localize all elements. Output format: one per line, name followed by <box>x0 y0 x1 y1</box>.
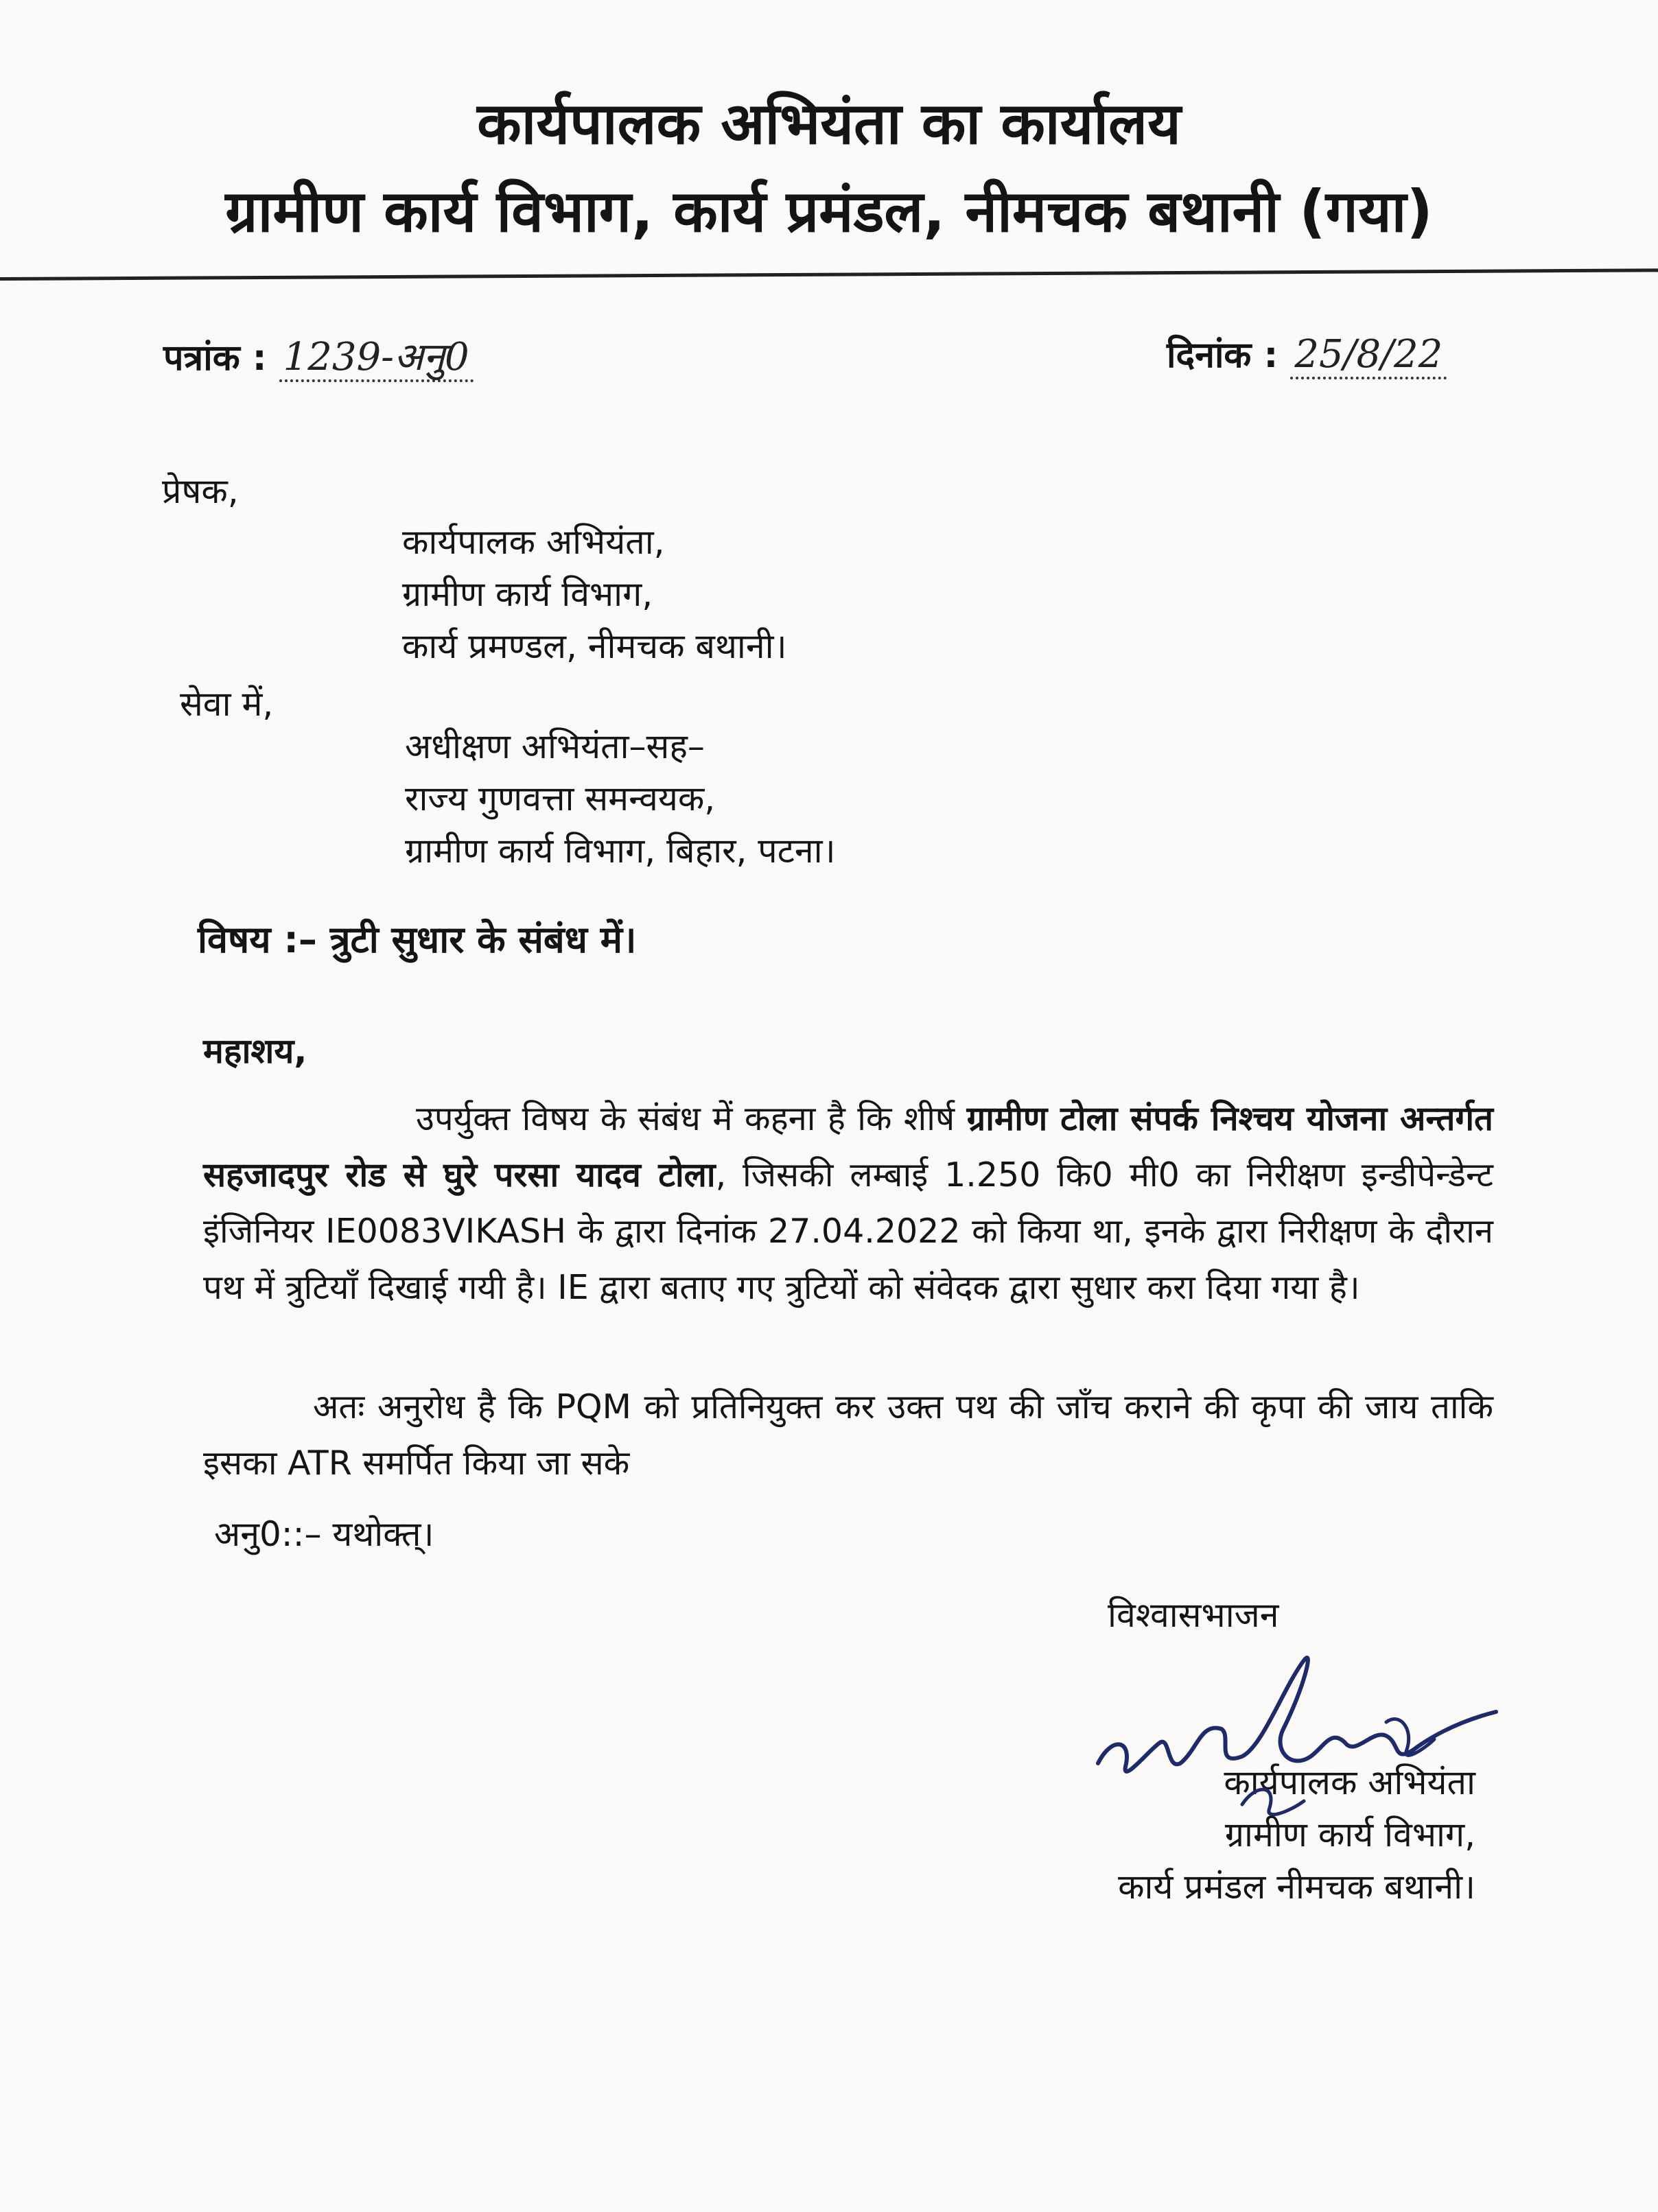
handwritten-signature <box>1084 1647 1523 1866</box>
body-details: , जिसकी लम्बाई 1.250 कि0 मी0 का निरीक्षण इन्डीपेन्डेन्ट इंजिनियर IE0083VIKASH के द्वारा दिनांक 27.04.2022 को किया था, इनके द्वारा निरीक्षण के दौरान पथ में त्रुटियाँ दिखाई गयी है। IE द्वारा बताए गए त्रुटियों को संवेदक द्वारा सुधार करा दिया गया है। <box>203 1155 1493 1307</box>
recipient-line: अधीक्षण अभियंता–सह– <box>405 727 705 766</box>
closing-phrase: विश्वासभाजन <box>1108 1595 1279 1635</box>
subject-line: विषय :– त्रुटी सुधार के संबंध में। <box>198 918 637 961</box>
reference-value: 1239-अनु0 <box>279 335 474 382</box>
sender-line: कार्य प्रमण्डल, नीमचक बथानी। <box>402 626 787 666</box>
request-text: अतः अनुरोध है कि PQM को प्रतिनियुक्त कर उक्त पथ की जाँच कराने की कृपा की जाय ताकि इसका ATR समर्पित किया जा सके <box>203 1387 1493 1483</box>
letter-date <box>1167 329 1447 378</box>
header-divider <box>0 268 1658 281</box>
reference-number <box>163 329 474 381</box>
signatory-line: कार्यपालक अभियंता <box>1224 1763 1475 1802</box>
enclosure-note: अनु0::– यथोक्त्। <box>214 1514 434 1554</box>
signatory-line: कार्य प्रमंडल नीमचक बथानी। <box>1118 1867 1475 1907</box>
recipient-address <box>405 720 836 877</box>
salutation: महाशय, <box>203 1031 307 1071</box>
recipient-line: ग्रामीण कार्य विभाग, बिहार, पटना। <box>405 831 836 871</box>
sender-line: कार्यपालक अभियंता, <box>402 522 665 562</box>
body-intro: उपर्युक्त विषय के संबंध में कहना है कि शीर्ष <box>416 1099 967 1138</box>
body-paragraph-2 <box>203 1379 1493 1492</box>
sender-label: प्रेषक, <box>162 471 239 511</box>
sender-address <box>402 516 787 672</box>
recipient-label: सेवा में, <box>180 684 274 724</box>
office-title: कार्यपालक अभियंता का कार्यालय <box>477 90 1181 157</box>
reference-label: पत्रांक : <box>163 338 267 379</box>
recipient-line: राज्य गुणवत्ता समन्वयक, <box>405 779 716 819</box>
body-paragraph-1 <box>203 1091 1493 1316</box>
scheme-name: ग्रामीण टोला संपर्क निश्चय योजना अन्तर्गत सहजादपुर रोड से घुरे परसा यादव टोला <box>203 1099 1493 1195</box>
sender-line: ग्रामीण कार्य विभाग, <box>402 574 653 614</box>
date-value: 25/8/22 <box>1290 332 1447 379</box>
signatory-line: ग्रामीण कार्य विभाग, <box>1224 1815 1475 1855</box>
department-title: ग्रामीण कार्य विभाग, कार्य प्रमंडल, नीमचक बथानी (गया) <box>225 178 1433 245</box>
date-label: दिनांक : <box>1167 335 1278 376</box>
